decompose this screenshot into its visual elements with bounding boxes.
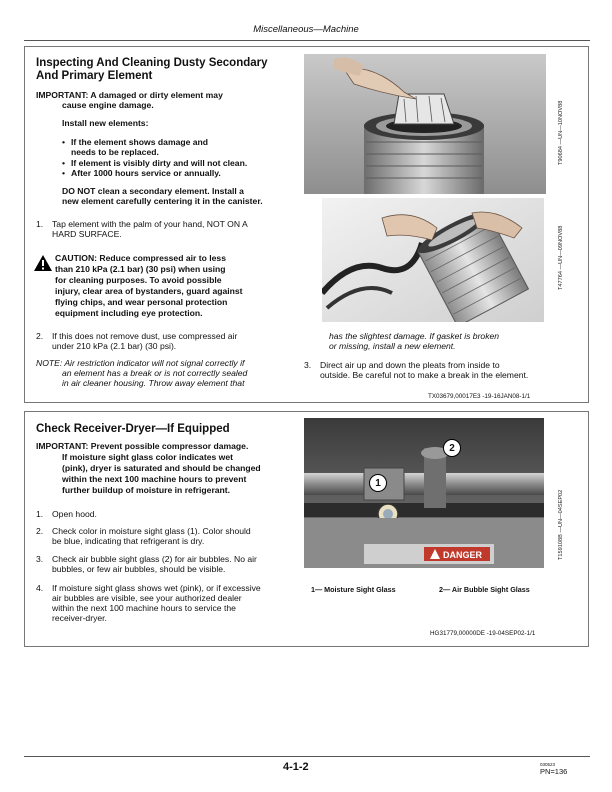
s2-step4-line3: within the next 100 machine hours to service the <box>52 603 236 613</box>
photo-compressed-air-cleaning <box>322 198 544 322</box>
header-rule <box>24 40 590 41</box>
step3-number: 3. <box>304 360 312 370</box>
legend-moisture-sight-glass: 1— Moisture Sight Glass <box>311 585 396 594</box>
bullet-dot-2: • <box>62 158 66 168</box>
s2-step4-line1: If moisture sight glass shows wet (pink), or if excessive <box>52 583 261 593</box>
callout-1: 1 <box>369 474 387 492</box>
donot-line2: new element carefully centering it in the canister. <box>62 196 263 206</box>
bullet-dot-3: • <box>62 168 66 178</box>
s2-step3-number: 3. <box>36 554 44 564</box>
caution-line1: CAUTION: Reduce compressed air to less <box>55 253 226 263</box>
note-line1: NOTE: Air restriction indicator will not signal correctly if <box>36 358 245 368</box>
section2-reference-code: HG31779,00000DE -19-04SEP02-1/1 <box>430 630 536 637</box>
step2-line1: If this does not remove dust, use compressed air <box>52 331 238 341</box>
section1-title-line2: And Primary Element <box>36 70 153 82</box>
bullet-dot-1: • <box>62 137 66 147</box>
s2-step1-text: Open hood. <box>52 509 97 519</box>
legend-air-bubble-sight-glass: 2— Air Bubble Sight Glass <box>439 585 530 594</box>
s2-step2-line2: be blue, indicating that refrigerant is dry. <box>52 536 205 546</box>
step2-number: 2. <box>36 331 44 341</box>
photo-element-in-canister <box>304 54 546 194</box>
note-line3: in air cleaner housing. Throw away element that <box>62 378 245 388</box>
bullet1-line2: needs to be replaced. <box>71 147 159 157</box>
note-continued-line1: has the slightest damage. If gasket is broken <box>329 331 500 341</box>
bullet3: After 1000 hours service or annually. <box>71 168 221 178</box>
s2-step3-line2: bubbles, or few air bubbles, should be visible. <box>52 564 226 574</box>
donot-line1: DO NOT clean a secondary element. Install a <box>62 186 244 196</box>
section2-title: Check Receiver-Dryer—If Equipped <box>36 423 230 435</box>
running-header: Miscellaneous—Machine <box>253 24 359 35</box>
s2-step4-line2: air bubbles are visible, see your authorized dealer <box>52 593 242 603</box>
caution-line3: for cleaning purposes. To avoid possible <box>55 275 222 285</box>
pn-number: PN=136 <box>540 767 568 776</box>
s2-step4-line4: receiver-dryer. <box>52 613 107 623</box>
section1-title-line1: Inspecting And Cleaning Dusty Secondary <box>36 57 268 69</box>
photo1-code: T90684 —UN—10NOV88 <box>558 100 564 165</box>
step2-line2: under 210 kPa (2.1 bar) (30 psi). <box>52 341 177 351</box>
s2-step2-line1: Check color in moisture sight glass (1). Color should <box>52 526 251 536</box>
footer-small-code: 030523 <box>540 762 556 767</box>
section1-reference-code: TX03679,00017E3 -19-16JAN08-1/1 <box>428 393 531 400</box>
s2-step4-number: 4. <box>36 583 44 593</box>
bullet1-line1: If the element shows damage and <box>71 137 209 147</box>
important2-line3: (pink), dryer is saturated and should be changed <box>62 463 261 473</box>
photo-receiver-dryer <box>304 418 544 568</box>
step1-line1: Tap element with the palm of your hand, NOT ON A <box>52 219 248 229</box>
step3-line2: outside. Be careful not to make a break in the element. <box>320 370 529 380</box>
important2-line1: IMPORTANT: Prevent possible compressor damage. <box>36 441 249 451</box>
caution-line6: equipment including eye protection. <box>55 308 203 318</box>
caution-line4: injury, clear area of bystanders, guard against <box>55 286 243 296</box>
footer-rule <box>24 756 590 757</box>
warning-triangle-icon <box>33 254 53 272</box>
note-continued-line2: or missing, install a new element. <box>329 341 456 351</box>
note-line2: an element has a break or is not correctly sealed <box>62 368 248 378</box>
page-number: 4-1-2 <box>283 761 309 773</box>
step1-number: 1. <box>36 219 44 229</box>
install-label: Install new elements: <box>62 118 149 128</box>
caution-line5: flying chips, and wear personal protection <box>55 297 228 307</box>
photo3-code: T159108B —UN—04SEP02 <box>558 489 564 560</box>
danger-label: DANGER <box>443 550 483 560</box>
important-line1: IMPORTANT: A damaged or dirty element may <box>36 90 223 100</box>
important2-line4: within the next 100 machine hours to prevent <box>62 474 247 484</box>
important2-line2: If moisture sight glass color indicates wet <box>62 452 233 462</box>
caution-line2: than 210 kPa (2.1 bar) (30 psi) when using <box>55 264 226 274</box>
callout-2: 2 <box>443 439 461 457</box>
step1-line2: HARD SURFACE. <box>52 229 122 239</box>
s2-step2-number: 2. <box>36 526 44 536</box>
s2-step3-line1: Check air bubble sight glass (2) for air bubbles. No air <box>52 554 257 564</box>
important2-line5: further buildup of moisture in refrigerant. <box>62 485 231 495</box>
photo2-code: T47764 —UN—09NOV88 <box>558 225 564 290</box>
bullet2: If element is visibly dirty and will not clean. <box>71 158 248 168</box>
step3-line1: Direct air up and down the pleats from inside to <box>320 360 500 370</box>
important-line2: cause engine damage. <box>62 100 154 110</box>
s2-step1-number: 1. <box>36 509 44 519</box>
